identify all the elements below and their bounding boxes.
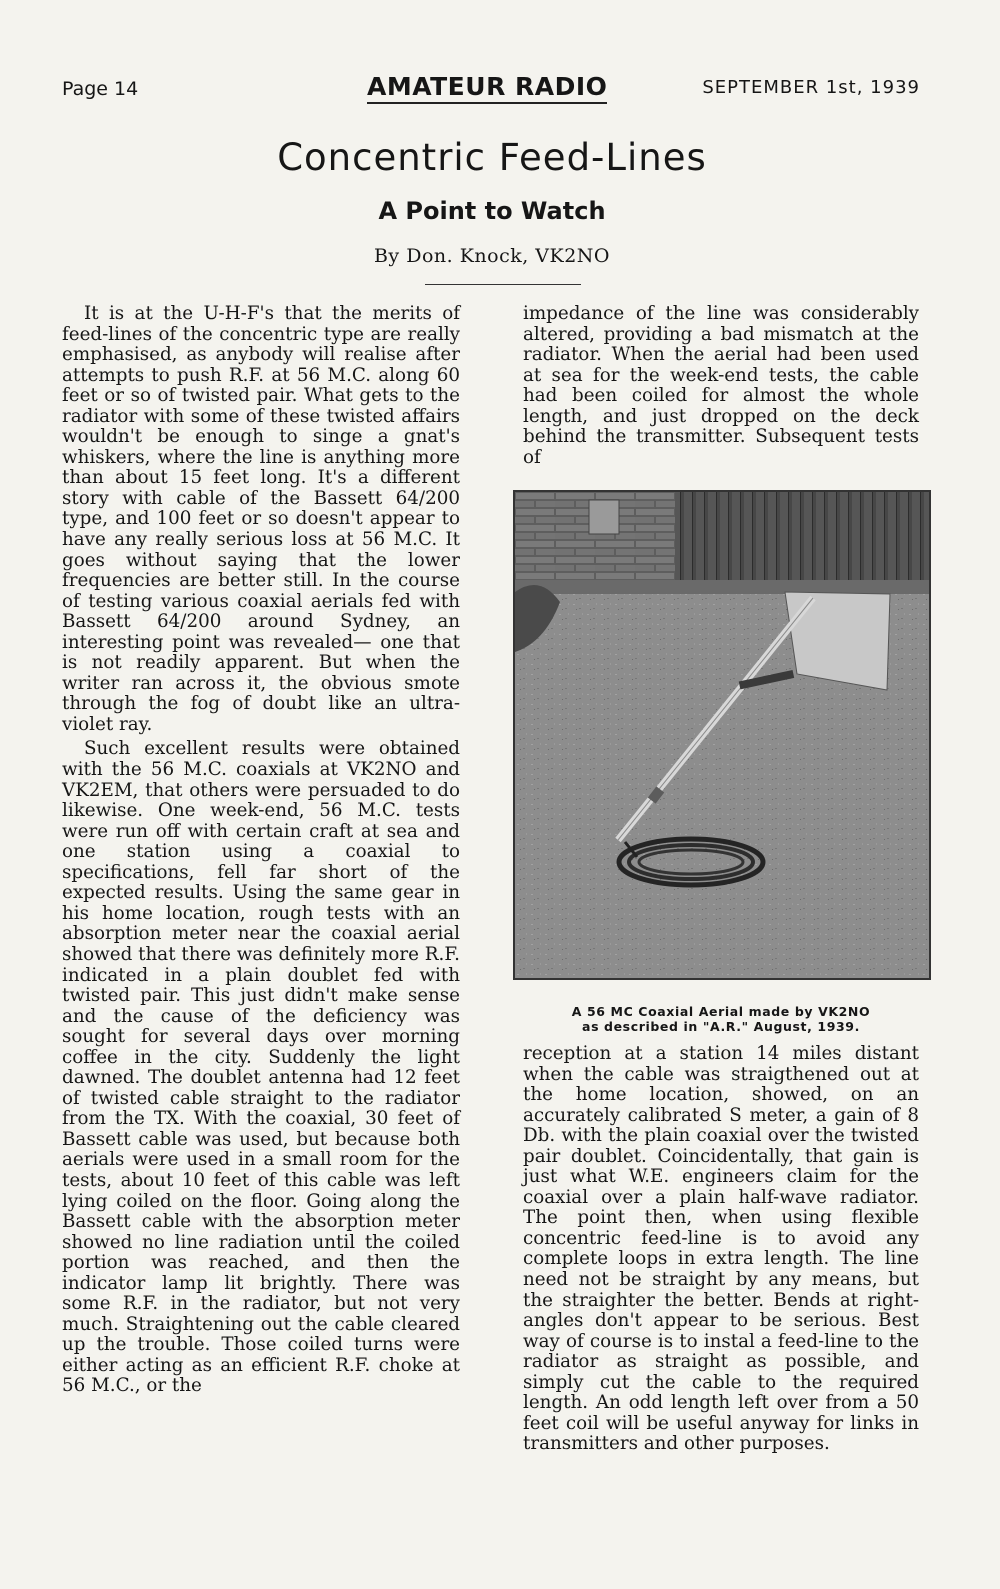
page-header <box>62 72 920 106</box>
article-byline: By Don. Knock, VK2NO <box>373 245 611 267</box>
magazine-title: AMATEUR RADIO <box>367 72 607 104</box>
caption-line: as described in "A.R." August, 1939. <box>582 1019 860 1034</box>
caption-line: A 56 MC Coaxial Aerial made by VK2NO <box>571 1004 871 1019</box>
paragraph: It is at the U-H-F's that the merits of feed-lines of the concentric type are really emphasised, as anybody will realise after attempts to push R.F. at 56 M.C. along 60 feet or so of twisted pair. What gets to the radiator with some of these twisted affairs wouldn't be enough to singe a gnat's whiskers, where the line is anything more than about 15 feet long. It's a different story with cable of the Bassett 64/200 type, and 100 feet or so doesn't appear to have any really serious loss at 56 M.C. It goes without saying that the lower frequencies are better still. In the course of testing various coaxial aerials fed with Bassett 64/200 around Sydney, an interesting point was revealed— one that is not readily apparent. But when the writer ran across it, the obvious smote through the fog of doubt like an ultra-violet ray. <box>62 303 460 735</box>
right-column-top <box>523 304 919 468</box>
paragraph: reception at a station 14 miles distant when the cable was straigthened out at the home location, showed, on an accurately calibrated S meter, a gain of 8 Db. with the plain coaxial over the twisted pair doublet. Coincidentally, that gain is just what W.E. engineers claim for the coaxial over a plain half-wave radiator. The point then, when using flexible concentric feed-line is to avoid any complete loops in extra length. The line need not be straight by any means, but the straighter the better. Bends at right-angles don't appear to be serious. Best way of course is to instal a feed-line to the radiator as straight as possible, and simply cut the cable to the required length. An odd length left over from a 50 feet coil will be useful anyway for links in transmitters and other purposes. <box>523 1043 919 1455</box>
paragraph: Such excellent results were obtained with the 56 M.C. coaxials at VK2NO and VK2EM, that others were persuaded to do likewise. One week-end, 56 M.C. tests were run off with certain craft at sea and one station using a coaxial to specifications, fell far short of the expected results. Using the same gear in his home location, rough tests with an absorption meter near the coaxial aerial showed that there was definitely more R.F. indicated in a plain doublet fed with twisted pair. This just didn't make sense and the cause of the deficiency was sought for several days over morning coffee in the city. Suddenly the light dawned. The doublet antenna had 12 feet of twisted cable straight to the radiator from the TX. With the coaxial, 30 feet of Bassett cable was used, but because both aerials were used in a small room for the tests, about 10 feet of this cable was left lying coiled on the floor. Going along the Bassett cable with the absorption meter showed no line radiation until the coiled portion was reached, and then the indicator lamp lit brightly. There was some R.F. in the radiator, but not very much. Straightening out the cable cleared up the trouble. Those coiled turns were either acting as an efficient R.F. choke at 56 M.C., or the <box>62 738 460 1397</box>
aerial-photo <box>513 490 931 980</box>
title-divider <box>425 284 581 285</box>
paragraph: impedance of the line was considerably altered, providing a bad mismatch at the radiator. When the aerial had been used at sea for the week-end tests, the cable had been coiled for almost the whole length, and just dropped on the deck behind the transmitter. Subsequent tests of <box>523 303 919 468</box>
issue-date: SEPTEMBER 1st, 1939 <box>702 77 920 98</box>
left-column <box>62 304 460 1397</box>
photo-caption <box>523 1004 919 1034</box>
right-column-bottom <box>523 1044 919 1455</box>
article-title: Concentric Feed-Lines <box>277 136 707 179</box>
article-subtitle: A Point to Watch <box>378 197 606 225</box>
page-number: Page 14 <box>62 78 139 100</box>
